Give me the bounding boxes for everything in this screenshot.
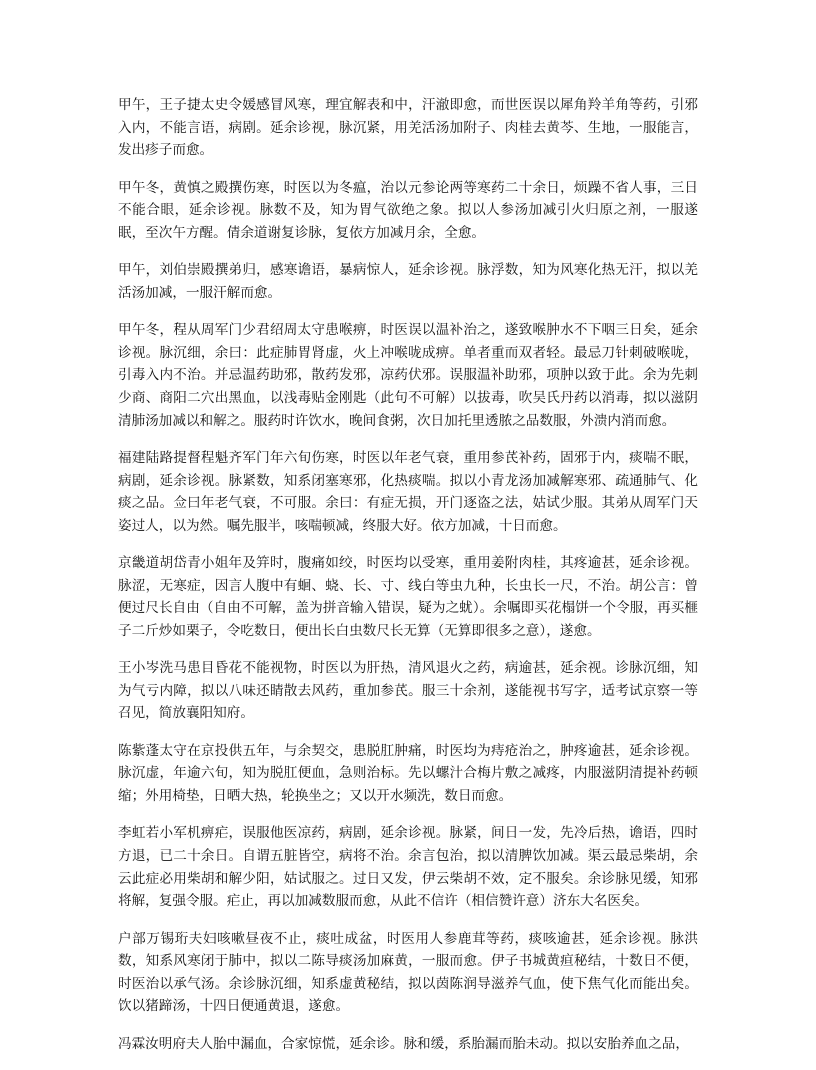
paragraph: 陈紫蓬太守在京投供五年，与余契交，患脱肛肿痛，时医均为痔疮治之，肿疼逾甚，延余诊视。脉沉虚，年逾六旬，知为脱肛便血，急则治标。先以螺汁合梅片敷之减疼，内服滋阴清提补药顿缩；外用椅垫，日晒大热，轮换坐之；又以开水频洗，数日而愈。 — [118, 742, 698, 805]
paragraph: 甲午，王子捷太史令媛感冒风寒，理宜解表和中，汗澈即愈，而世医误以犀角羚羊角等药，引邪入内，不能言语，病剧。延余诊视，脉沉紧，用羌活汤加附子、肉桂去黄芩、生地，一服能言，发出疹子而愈。 — [118, 97, 698, 159]
paragraph: 甲午冬，黄慎之殿撰伤寒，时医以为冬瘟，治以元参论两等寒药二十余日，烦躁不省人事，三日不能合眼，延余诊视。脉数不及，知为胃气欲绝之象。拟以人参汤加减引火归原之剂，一服遂眠，至次午方醒。倩余道谢复诊脉，复依方加减月余，全愈。 — [118, 179, 698, 241]
paragraph: 李虹若小军机痹疟，误服他医凉药，病剧，延余诊视。脉紧，间日一发，先冷后热，谵语，四时方退，已二十余日。自谓五脏皆空，病将不治。余言包治，拟以清脾饮加减。渠云最忌柴胡，余云此症必用柴胡和解少阳，姑试服之。过日又发，伊云柴胡不效，定不服矣。余诊脉见缓，知邪将解，复强令服。疟止，再以加减数服而愈，从此不信许（相信赞许意）济东大名医矣。 — [118, 825, 698, 910]
paragraph: 王小岑洗马患目昏花不能视物，时医以为肝热，清风退火之药，病逾甚，延余视。诊脉沉细，知为气亏内障，拟以八味还睛散去风药，重加参芪。服三十余剂，遂能视书写字，适考试京察一等召见，简放襄阳知府。 — [118, 660, 698, 722]
document-page — [118, 94, 698, 1070]
paragraph: 甲午冬，程从周军门少君绍周太守患喉痹，时医误以温补治之，遂致喉肿水不下咽三日矣，延余诊视。脉沉细，余曰：此症肺胃肾虚，火上冲喉咙成痹。单者重而双者轻。最忌刀针刺破喉咙，引毒入内不治。并忌温药助邪，散药发邪，凉药伏邪。误服温补助邪，项肿以致于此。余为先刺少商、商阳二穴出黑血，以浅毒贴金刚匙（此句不可解）以拔毒，吹吴氏丹药以消毒，拟以滋阴清肺汤加减以和解之。服药时许饮水，晚间食粥，次日加托里透脓之品数服，外溃内消而愈。 — [118, 322, 698, 429]
paragraph: 户部万锡珩夫妇咳嗽昼夜不止，痰吐成盆，时医用人参鹿茸等药，痰咳逾甚，延余诊视。脉洪数，知系风寒闭于肺中，拟以二陈导痰汤加麻黄，一服而愈。伊子书城黄疸秘结，十数日不便，时医治以承气汤。余诊脉沉细，知系虚黄秘结，拟以茵陈润导滋养气血，使下焦气化而能出矣。饮以猪蹄汤，十四日便通黄退，遂愈。 — [118, 930, 698, 1015]
paragraph: 福建陆路提督程魁齐军门年六旬伤寒，时医以年老气衰，重用参芪补药，固邪于内，痰喘不眠，病剧，延余诊视。脉紧数，知系闭塞寒邪，化热痰喘。拟以小青龙汤加减解寒邪、疏通肺气、化痰之品。佥曰年老气衰，不可服。余曰：有症无损，开门逐盗之法，姑试少服。其弟从周军门天姿过人，以为然。嘱先服半，咳喘顿减，终服大好。依方加减，十日而愈。 — [118, 449, 698, 534]
paragraph: 冯霖汝明府夫人胎中漏血，合家惊慌，延余诊。脉和缓，系胎漏而胎未动。拟以安胎养血之品， — [118, 1035, 689, 1052]
paragraph: 京畿道胡岱青小姐年及笄时，腹痛如绞，时医均以受寒，重用姜附肉桂，其疼逾甚，延余诊视。脉涩，无寒症，因言人腹中有蛔、蛲、长、寸、线白等虫九种，长虫长一尺，不治。胡公言：曾便过尺长自由（自由不可解，盖为拼音输入错误，疑为之蚘）。余嘱即买花榻饼一个令服，再买榧子二斤炒如栗子，令吃数日，便出长白虫数尺长无算（无算即很多之意），遂愈。 — [118, 555, 698, 639]
paragraph: 甲午，刘伯崇殿撰弟归，感寒谵语，暴病惊人，延余诊视。脉浮数，知为风寒化热无汗，拟以羌活汤加减，一服汗解而愈。 — [118, 262, 698, 301]
